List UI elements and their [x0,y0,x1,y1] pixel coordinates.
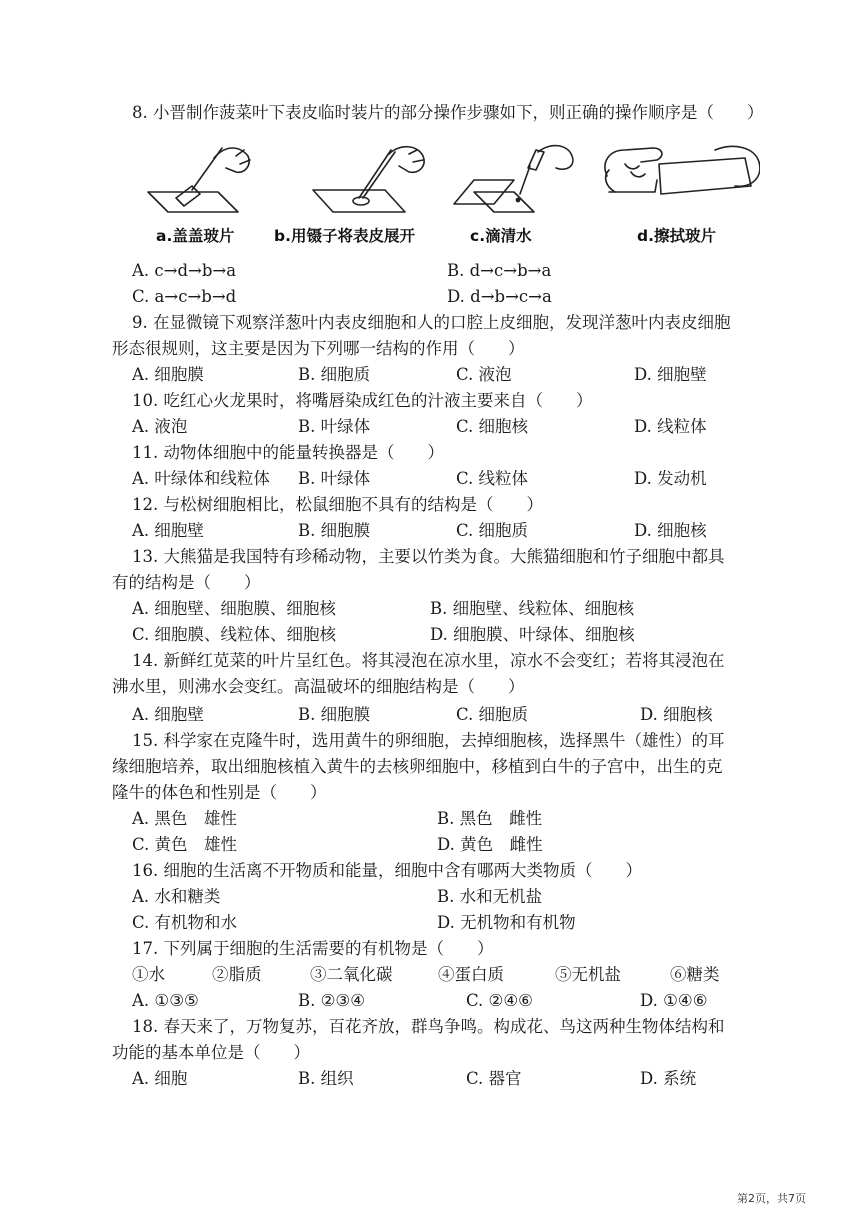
q14-option-d[interactable]: D. 细胞核 [640,705,713,724]
q15-option-c[interactable]: C. 黄色 雄性 [132,835,238,854]
question-15-stem-1: 15. 科学家在克隆牛时，选用黄牛的卵细胞，去掉细胞核，选择黑牛（雄性）的耳 [132,731,725,750]
operation-steps-figure [140,140,760,252]
q11-option-b[interactable]: B. 叶绿体 [298,469,371,488]
q18-option-d[interactable]: D. 系统 [640,1069,697,1088]
q17-item-1: ①水 [132,965,165,984]
q15-option-d[interactable]: D. 黄色 雌性 [437,835,543,854]
q14-option-c[interactable]: C. 细胞质 [456,705,529,724]
question-9-stem-2: 形态很规则，这主要是因为下列哪一结构的作用（ ） [112,339,525,358]
question-17-stem: 17. 下列属于细胞的生活需要的有机物是（ ） [132,939,494,958]
q10-option-a[interactable]: A. 液泡 [132,417,188,436]
question-15-stem-3: 隆牛的体色和性别是（ ） [112,783,327,802]
question-12-stem: 12. 与松树细胞相比，松鼠细胞不具有的结构是（ ） [132,495,543,514]
question-15-stem-2: 缘细胞培养，取出细胞核植入黄牛的去核卵细胞中，移植到白牛的子宫中，出生的克 [112,757,723,776]
q9-option-b[interactable]: B. 细胞质 [298,365,371,384]
q18-option-b[interactable]: B. 组织 [298,1069,354,1088]
q16-option-d[interactable]: D. 无机物和有机物 [437,913,576,932]
question-9-stem-1: 9. 在显微镜下观察洋葱叶内表皮细胞和人的口腔上皮细胞，发现洋葱叶内表皮细胞 [132,313,731,332]
q17-option-a[interactable]: A. ①③⑤ [132,991,199,1010]
cover-slip-illustration [148,148,250,212]
question-18-stem-1: 18. 春天来了，万物复苏，百花齐放，群鸟争鸣。构成花、鸟这两种生物体结构和 [132,1017,725,1036]
q11-option-c[interactable]: C. 线粒体 [456,469,529,488]
q8-option-a[interactable]: A. c→d→b→a [132,261,237,280]
q8-option-b[interactable]: B. d→c→b→a [447,261,552,280]
question-16-stem: 16. 细胞的生活离不开物质和能量，细胞中含有哪两大类物质（ ） [132,861,642,880]
forceps-illustration [313,147,424,212]
q13-option-c[interactable]: C. 细胞膜、线粒体、细胞核 [132,625,337,644]
q17-item-3: ③二氧化碳 [310,965,393,984]
q11-option-d[interactable]: D. 发动机 [634,469,707,488]
q15-option-a[interactable]: A. 黑色 雄性 [132,809,237,828]
q16-option-b[interactable]: B. 水和无机盐 [437,887,543,906]
question-14-stem-1: 14. 新鲜红苋菜的叶片呈红色。将其浸泡在凉水里，凉水不会变红；若将其浸泡在 [132,651,725,670]
caption-d: d.擦拭玻片 [637,227,716,245]
q13-option-b[interactable]: B. 细胞壁、线粒体、细胞核 [430,599,635,618]
q17-item-4: ④蛋白质 [438,965,504,984]
q9-option-d[interactable]: D. 细胞壁 [634,365,707,384]
wiping-illustration [605,146,760,194]
q9-option-c[interactable]: C. 液泡 [456,365,512,384]
q12-option-b[interactable]: B. 细胞膜 [298,521,371,540]
question-8-stem: 8. 小晋制作菠菜叶下表皮临时装片的部分操作步骤如下，则正确的操作顺序是（ ） [132,103,764,122]
q14-option-b[interactable]: B. 细胞膜 [298,705,371,724]
q17-item-5: ⑤无机盐 [555,965,621,984]
q18-option-a[interactable]: A. 细胞 [132,1069,188,1088]
q16-option-c[interactable]: C. 有机物和水 [132,913,238,932]
q11-option-a[interactable]: A. 叶绿体和线粒体 [132,469,270,488]
caption-c: c.滴清水 [470,227,532,245]
q13-option-a[interactable]: A. 细胞壁、细胞膜、细胞核 [132,599,336,618]
question-13-stem-2: 有的结构是（ ） [112,573,261,592]
operation-steps-illustration [140,140,760,220]
q18-option-c[interactable]: C. 器官 [466,1069,522,1088]
q16-option-a[interactable]: A. 水和糖类 [132,887,221,906]
q17-item-6: ⑥糖类 [670,965,720,984]
q8-option-c[interactable]: C. a→c→b→d [132,287,237,306]
q14-option-a[interactable]: A. 细胞壁 [132,705,204,724]
q17-option-b[interactable]: B. ②③④ [298,991,365,1010]
dropper-illustration [454,146,573,212]
q13-option-d[interactable]: D. 细胞膜、叶绿体、细胞核 [430,625,635,644]
q9-option-a[interactable]: A. 细胞膜 [132,365,204,384]
question-10-stem: 10. 吃红心火龙果时，将嘴唇染成红色的汁液主要来自（ ） [132,391,593,410]
q10-option-d[interactable]: D. 线粒体 [634,417,707,436]
q17-option-d[interactable]: D. ①④⑥ [640,991,708,1010]
page-number: 第2页，共7页 [737,1192,806,1205]
q17-item-2: ②脂质 [212,965,262,984]
q10-option-c[interactable]: C. 细胞核 [456,417,529,436]
question-11-stem: 11. 动物体细胞中的能量转换器是（ ） [132,443,444,462]
q8-option-d[interactable]: D. d→b→c→a [447,287,552,306]
q12-option-d[interactable]: D. 细胞核 [634,521,707,540]
question-14-stem-2: 沸水里，则沸水会变红。高温破坏的细胞结构是（ ） [112,677,525,696]
question-18-stem-2: 功能的基本单位是（ ） [112,1043,310,1062]
q12-option-c[interactable]: C. 细胞质 [456,521,529,540]
q10-option-b[interactable]: B. 叶绿体 [298,417,371,436]
q12-option-a[interactable]: A. 细胞壁 [132,521,204,540]
caption-a: a.盖盖玻片 [156,227,235,245]
question-13-stem-1: 13. 大熊猫是我国特有珍稀动物，主要以竹类为食。大熊猫细胞和竹子细胞中都具 [132,547,725,566]
caption-b: b.用镊子将表皮展开 [274,227,415,245]
q17-option-c[interactable]: C. ②④⑥ [466,991,533,1010]
q15-option-b[interactable]: B. 黑色 雌性 [437,809,543,828]
